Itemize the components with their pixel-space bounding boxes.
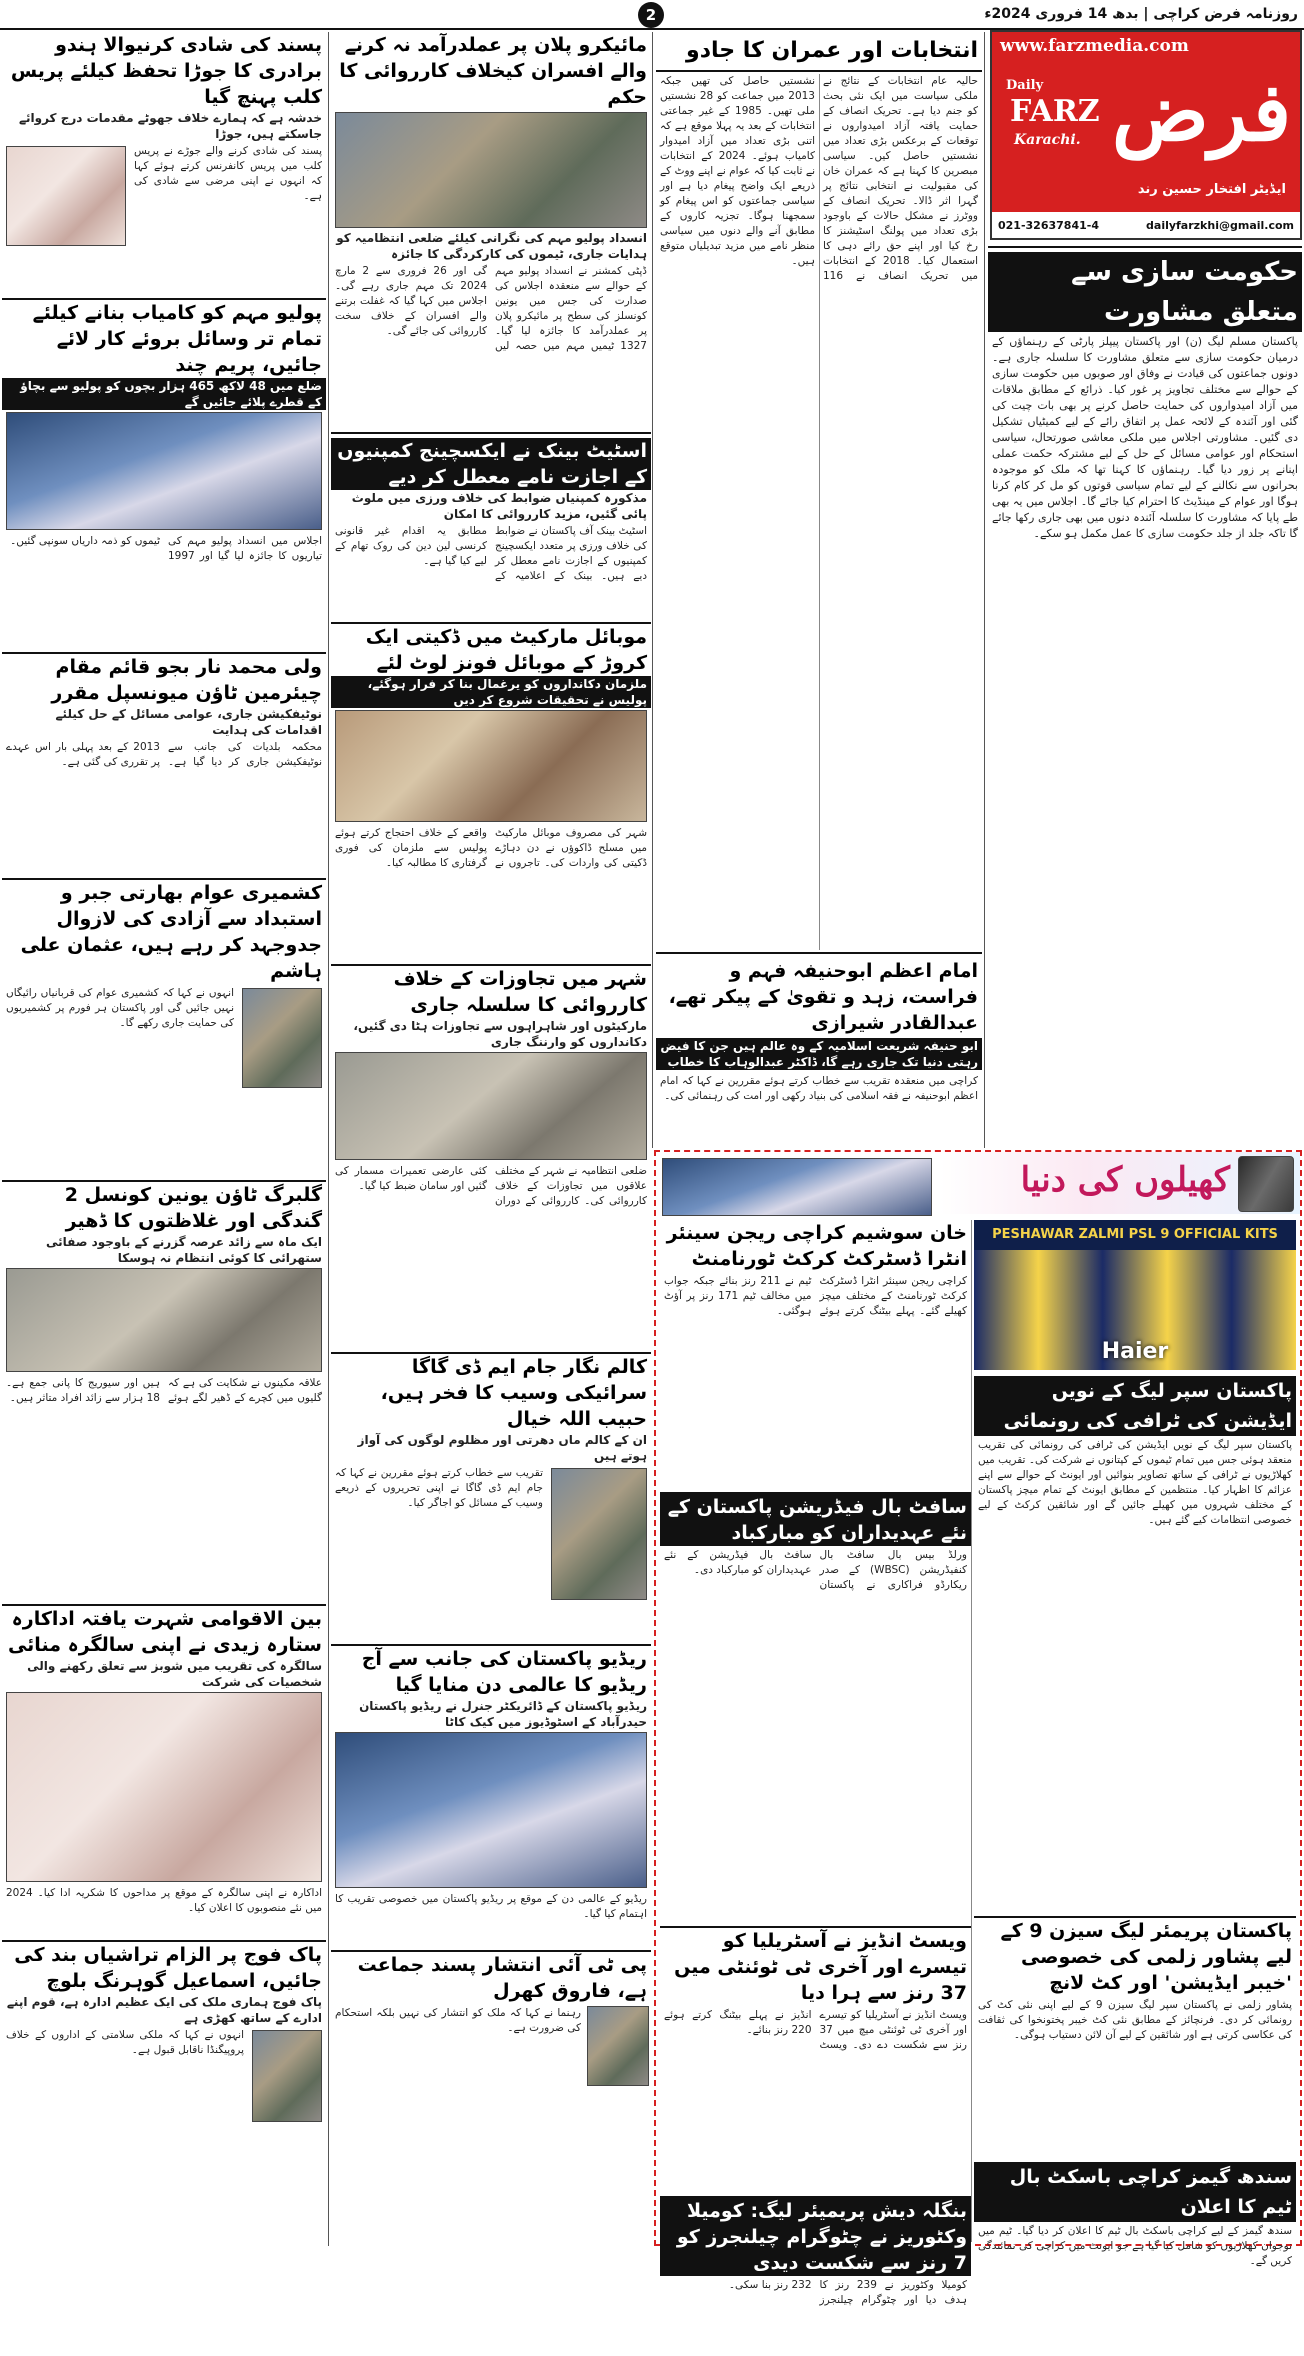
- story-headline: سافٹ بال فیڈریشن پاکستان کے نئے عہدیداران کو مبارکباد: [660, 1494, 971, 1546]
- sports-left-column: [660, 1220, 972, 2306]
- story-headline: گلبرگ ٹاؤن یونین کونسل 2 گندگی اور غلاظتوں کا ڈھیر: [64, 1184, 322, 1232]
- story-headline: پسند کی شادی کرنیوالا ہندو برادری کا جوڑا تحفظ کیلئے پریس کلب پہنچ گیا: [10, 34, 322, 108]
- photo-polio-meeting: [6, 412, 322, 530]
- story-body: اسٹیٹ بینک آف پاکستان نے ضوابط کی خلاف ورزی پر متعدد ایکسچینج کمپنیوں کے اجازت نامے معطل کر دیے ہیں۔ بینک کے اعلامیہ کے مطابق یہ اقدام غیر قانونی کرنسی لین دین کی روک تھام کے لیے کیا گیا ہے۔: [335, 525, 647, 582]
- masthead-email[interactable]: dailyfarzkhi@gmail.com: [1146, 218, 1294, 232]
- story-body: تقریب سے خطاب کرتے ہوئے مقررین نے کہا کہ جام ایم ڈی گاگا نے اپنی تحریروں کے ذریعے وسیب کے مسائل کو اجاگر کیا۔: [335, 1467, 543, 1509]
- ad-sponsor: Haier: [1101, 1339, 1169, 1364]
- story-body: ڈپٹی کمشنر نے انسداد پولیو مہم کے حوالے سے منعقدہ اجلاس کی صدارت کی جس میں یونین کونسلز کی سطح پر مائیکرو پلان پر عملدرآمد کا جائزہ لیا گیا۔ 1327 ٹیمیں مہم میں حصہ لیں گی اور 26 فروری سے 2 مارچ 2024 تک مہم جاری رہے گی۔ اجلاس میں کہا گیا کہ غفلت برتنے والے افسران کے خلاف سخت کارروائی کی جائے گی۔: [335, 265, 647, 352]
- sports-title: کھیلوں کی دنیا: [1020, 1160, 1230, 1200]
- masthead-daily: Daily: [1006, 78, 1044, 93]
- masthead-city: Karachi.: [1014, 132, 1081, 148]
- story-subheadline: نوٹیفکیشن جاری، عوامی مسائل کے حل کیلئے اقدامات کی ہدایت: [55, 707, 322, 737]
- story-body: اجلاس میں انسداد پولیو مہم کی تیاریوں کا جائزہ لیا گیا اور 1997 ٹیموں کو ذمہ داریاں سونپی گئیں۔: [10, 535, 322, 562]
- column-divider: [652, 32, 653, 1148]
- photo-birthday: [6, 1692, 322, 1882]
- photo-cricket-teams: [662, 1158, 932, 1216]
- page-number: 2: [638, 2, 664, 28]
- story-headline: ویسٹ انڈیز نے آسٹریلیا کو تیسرے اور آخری ٹی ٹوئنٹی میں 37 رنز سے ہرا دیا: [674, 1930, 967, 2004]
- story-subheadline: ابو حنیفہ شریعت اسلامیہ کے وہ عالم ہیں جن کا فیض رہتی دنیا تک جاری رہے گا، ڈاکٹر عبدالوہاب کا خطاب: [656, 1038, 982, 1070]
- column-5: [988, 246, 1302, 1148]
- story-block: [331, 1464, 651, 1644]
- story-subheadline: پاک فوج ہماری ملک کی ایک عظیم ادارہ ہے، قوم اپنے ادارے کے ساتھ کھڑی ہے: [6, 1995, 322, 2025]
- story-headline: پاکستان پریمئر لیگ سیزن 9 کے لیے پشاور زلمی کی خصوصی 'خیبر ایڈیشن' اور کٹ لانچ: [1000, 1920, 1292, 1994]
- story-headline: شہر میں تجاوزات کے خلاف کارروائی کا سلسلہ جاری: [393, 968, 647, 1016]
- photo-couple: [6, 146, 126, 246]
- story-headline: کالم نگار جام ایم ڈی گاگا سرائیکی وسیب کا فخر ہیں، حبیب اللہ خیال: [380, 1356, 647, 1430]
- story-subheadline: ضلع میں 48 لاکھ 465 ہزار بچوں کو پولیو سے بچاؤ کے قطرے پلائے جائیں گے: [2, 378, 326, 410]
- photo-sports-editor: [1238, 1156, 1294, 1212]
- story-subheadline: ایک ماہ سے زائد عرصہ گزرنے کے باوجود صفائی ستھرائی کا کوئی انتظام نہ ہوسکا: [46, 1235, 322, 1265]
- column-1: [2, 32, 326, 2244]
- story-subheadline: انسداد پولیو مہم کی نگرانی کیلئے ضلعی انتظامیہ کو ہدایات جاری، ٹیموں کی کارکردگی کا جائزہ: [336, 231, 647, 261]
- story-headline: ریڈیو پاکستان کی جانب سے آج ریڈیو کا عالمی دن منایا گیا: [361, 1648, 647, 1696]
- story-headline: امام اعظم ابوحنیفہ فہم و فراست، زہد و تقویٰ کے پیکر تھے، عبدالقادر شیرازی: [668, 960, 978, 1034]
- column-3: [331, 32, 651, 2244]
- photo-meeting: [335, 112, 647, 228]
- photo-columnist: [551, 1468, 647, 1600]
- story-headline: مائیکرو پلان پر عملدرآمد نہ کرنے والے افسران کیخلاف کارروائی کا حکم: [339, 34, 647, 108]
- story-headline: پاکستان سپر لیگ کے نویں ایڈیشن کی ٹرافی کی رونمائی: [974, 1376, 1296, 1436]
- story-body: ویسٹ انڈیز نے آسٹریلیا کو تیسرے اور آخری ٹی ٹوئنٹی میچ میں 37 رنز سے شکست دے دی۔ ویسٹ انڈیز نے پہلے بیٹنگ کرتے ہوئے 220 رنز بنائے۔: [664, 2009, 967, 2051]
- story-headline: بنگلہ دیش پریمیئر لیگ: کومیلا وکٹوریز نے چٹوگرام چیلنجرز کو 7 رنز سے شکست دیدی: [660, 2198, 971, 2276]
- story-body: کومیلا وکٹوریز نے 239 رنز کا ہدف دیا اور چٹوگرام چیلنجرز 232 رنز بنا سکی۔: [728, 2279, 967, 2306]
- story-subheadline: ان کے کالم ماں دھرتی اور مظلوم لوگوں کی آواز ہوتے ہیں: [357, 1433, 647, 1463]
- top-bar: [0, 0, 1304, 28]
- story-headline: پی ٹی آئی انتشار پسند جماعت ہے، فاروق کھرل: [357, 1954, 647, 2002]
- column-4: [656, 32, 982, 1148]
- masthead-logo: فرض: [1112, 65, 1292, 159]
- rule: [988, 246, 1302, 248]
- masthead-website[interactable]: www.farzmedia.com: [1000, 36, 1189, 56]
- masthead-footer: [992, 212, 1300, 238]
- story-body: انہوں نے کہا کہ ملکی سلامتی کے اداروں کے خلاف پروپیگنڈا ناقابل قبول ہے۔: [6, 2029, 244, 2056]
- masthead-editor: ایڈیٹر افتخار حسین رند: [1137, 182, 1286, 197]
- dateline: روزنامہ فرض کراچی | بدھ 14 فروری 2024ء: [984, 6, 1298, 22]
- photo-speaker: [242, 988, 322, 1088]
- story-body: ضلعی انتظامیہ نے شہر کے مختلف علاقوں میں تجاوزات کے خلاف کارروائی کی۔ کارروائی کے دوران کئی عارضی تعمیرات مسمار کی گئیں اور سامان ضبط کیا گیا۔: [335, 1165, 647, 1207]
- story-subheadline: ریڈیو پاکستان کے ڈائریکٹر جنرل نے ریڈیو پاکستان حیدرآباد کے اسٹوڈیوز میں کیک کاٹا: [359, 1699, 647, 1729]
- story-headline: خان سوشیم کراچی ریجن سینئر انٹرا ڈسٹرکٹ کرکٹ ٹورنامنٹ: [666, 1222, 967, 1270]
- story-block: [2, 142, 326, 298]
- story-body: ورلڈ بیس بال سافٹ بال کنفیڈریشن (WBSC) کے صدر ریکارڈو فراکاری نے پاکستان سافٹ بال فیڈریشن کے نئے عہدیداران کو مبارکباد دی۔: [664, 1549, 968, 1591]
- story-body: پسند کی شادی کرنے والے جوڑے نے پریس کلب میں پریس کانفرنس کرتے ہوئے کہا کہ انہوں نے اپنی مرضی سے شادی کی ہے۔: [134, 145, 322, 202]
- story-subheadline: مارکیٹوں اور شاہراہوں سے تجاوزات ہٹا دی گئیں، دکانداروں کو وارننگ جاری: [353, 1019, 647, 1049]
- story-headline: کشمیری عوام بھارتی جبر و استبداد سے آزادی کی لازوال جدوجہد کر رہے ہیں، عثمان علی ہاشم: [20, 882, 322, 982]
- photo-radio-day: [335, 1732, 647, 1888]
- story-body: کراچی میں منعقدہ تقریب سے خطاب کرتے ہوئے مقررین نے کہا کہ امام اعظم ابوحنیفہ نے فقہ اسلامی کی بنیاد رکھی اور امت کی رہنمائی کی۔: [660, 1075, 978, 1102]
- column-divider: [984, 32, 985, 1148]
- sports-right-column: [974, 1220, 1296, 2267]
- story-body: اداکارہ نے اپنی سالگرہ کے موقع پر مداحوں کا شکریہ ادا کیا۔ 2024 میں نئے منصوبوں کا اعلان کیا۔: [6, 1887, 322, 1914]
- story-headline: بین الاقوامی شہرت یافتہ اداکارہ ستارہ زیدی نے اپنی سالگرہ منائی: [7, 1608, 322, 1656]
- story-subheadline: مذکورہ کمپنیاں ضوابط کی خلاف ورزی میں ملوث پائی گئیں، مزید کارروائی کا امکان: [351, 491, 647, 521]
- story-body: محکمہ بلدیات کی جانب سے نوٹیفکیشن جاری کر دیا گیا ہے۔ 2013 کے بعد پہلی بار اس عہدے پر تقرری کی گئی ہے۔: [6, 741, 322, 768]
- story-body: انہوں نے کہا کہ کشمیری عوام کی قربانیاں رائیگاں نہیں جائیں گی اور پاکستان ہر فورم پر کشمیریوں کی حمایت جاری رکھے گا۔: [6, 987, 234, 1029]
- masthead-phone: 021-32637841-4: [998, 218, 1099, 232]
- masthead-name: FARZ: [1010, 94, 1100, 129]
- story-subheadline: ملزمان دکانداروں کو یرغمال بنا کر فرار ہوگئے، پولیس نے تحقیقات شروع کر دیں: [331, 676, 651, 708]
- photo-garbage: [6, 1268, 322, 1372]
- story-headline: پاک فوج پر الزام تراشیاں بند کی جائیں، اسماعیل گوہرنگ بلوچ: [14, 1944, 322, 1992]
- rule: [331, 432, 651, 434]
- story-body: پاکستان سپر لیگ کے نویں ایڈیشن کی ٹرافی کی رونمائی کی تقریب منعقد ہوئی جس میں تمام ٹیموں کے کپتانوں نے شرکت کی۔ تقریب میں کھلاڑیوں نے ٹرافی کے ساتھ تصاویر بنوائیں اور ایونٹ کے حوالے سے اپنے عزائم کا اظہار کیا۔ منتظمین کے مطابق ایونٹ کے تمام میچز پاکستان کے مختلف شہروں میں کھیلے جائیں گے اور شائقین کرکٹ کے لیے خصوصی انتظامات کیے گئے ہیں۔: [978, 1439, 1292, 1526]
- story-block: [2, 2026, 326, 2146]
- story-block: [331, 2004, 651, 2090]
- column-headline: انتخابات اور عمران کا جادو: [656, 32, 982, 72]
- column-body: حالیہ عام انتخابات کے نتائج نے ملکی سیاست میں ایک نئی بحث کو جنم دیا ہے۔ تحریک انصاف کے حمایت یافتہ آزاد امیدواروں نے توقعات کے برعکس بڑی تعداد میں نشستیں حاصل کیں۔ سیاسی مبصرین کا کہنا ہے کہ عمران خان کی مقبولیت نے انتخابی نتائج پر گہرا اثر ڈالا۔ تحریک انصاف کے ووٹرز نے مشکل حالات کے باوجود بڑی تعداد میں پولنگ اسٹیشنز کا رخ کیا اور اپنے حق رائے دہی کا استعمال کیا۔ 2018 کے انتخابات میں تحریک انصاف نے 116 نشستیں حاصل کی تھیں جبکہ 2013 میں جماعت کو 28 نشستیں ملی تھیں۔ 1985 کے غیر جماعتی انتخابات کے بعد یہ پہلا موقع ہے کہ اتنی بڑی تعداد میں آزاد امیدوار کامیاب ہوئے۔ 2024 کے انتخابات نے ثابت کیا کہ عوام نے اپنے ووٹ کے ذریعے ایک واضح پیغام دیا ہے اور سیاسی جماعتوں کو اس پیغام کو سمجھنا ہوگا۔ تجزیہ کاروں کے مطابق آنے والے دنوں میں سیاسی منظر نامے میں مزید تبدیلیاں متوقع ہیں۔: [660, 75, 978, 282]
- photo-speaker: [252, 2030, 322, 2122]
- photo-speaker: [587, 2006, 649, 2086]
- lead-story-body: پاکستان مسلم لیگ (ن) اور پاکستان پیپلز پارٹی کے رہنماؤں کے درمیان حکومت سازی سے متعلق مشاورت کا سلسلہ جاری ہے۔ دونوں جماعتوں کی قیادت نے وفاق اور صوبوں میں حکومت سازی کے حوالے سے مختلف تجاویز پر غور کیا۔ ذرائع کے مطابق ملاقات میں آزاد امیدواروں کی حمایت حاصل کرنے پر بھی بات چیت کی گئی اور آئندہ کے لائحہ عمل پر اتفاق رائے کے لیے کمیٹیاں تشکیل دی گئیں۔ مشاورتی اجلاس میں ملکی معاشی صورتحال، سیاسی استحکام اور عوامی مسائل کے حل کے لیے مشترکہ حکمت عملی اپنانے پر زور دیا گیا۔ رہنماؤں کا کہنا تھا کہ ملک کو موجودہ بحرانوں سے نکالنے کے لیے تمام سیاسی قوتوں کو مل کر کام کرنا ہوگا اور عوام کے مینڈیٹ کا احترام کیا جائے گا۔ اجلاس میں یہ بھی طے پایا کہ مشاورت کا سلسلہ آئندہ دنوں میں بھی جاری رکھا جائے گا تاکہ جلد از جلد حکومت سازی کا عمل مکمل ہو سکے۔: [992, 335, 1298, 540]
- photo-encroachment: [335, 1052, 647, 1160]
- masthead: [990, 30, 1302, 240]
- story-body: پشاور زلمی نے پاکستان سپر لیگ سیزن 9 کے لیے اپنی نئی کٹ کی رونمائی کر دی۔ فرنچائز کے مطابق نئی کٹ خیبر پختونخوا کی ثقافت کی عکاسی کرتی ہے اور شائقین کے لیے آن لائن دستیاب ہوگی۔: [978, 1999, 1292, 2041]
- sports-section: [654, 1150, 1302, 2306]
- story-body: شہر کی مصروف موبائل مارکیٹ میں مسلح ڈاکوؤں نے دن دہاڑے ڈکیتی کی واردات کی۔ تاجروں نے واقعے کے خلاف احتجاج کرتے ہوئے پولیس سے ملزمان کی فوری گرفتاری کا مطالبہ کیا۔: [335, 827, 647, 869]
- story-body: سندھ گیمز کے لیے کراچی باسکٹ بال ٹیم کا اعلان کر دیا گیا۔ ٹیم میں نوجوان کھلاڑیوں کو شامل کیا گیا ہے جو ایونٹ میں کراچی کی نمائندگی کریں گے۔: [978, 2225, 1292, 2267]
- story-subheadline: خدشہ ہے کہ ہمارے خلاف جھوٹے مقدمات درج کروائے جاسکتے ہیں، جوڑا: [18, 111, 322, 141]
- story-body: علاقہ مکینوں نے شکایت کی ہے کہ گلیوں میں کچرے کے ڈھیر لگے ہوئے ہیں اور سیوریج کا پانی جمع ہے۔ 18 ہزار سے زائد افراد متاثر ہیں۔: [6, 1377, 322, 1404]
- story-headline: موبائل مارکیٹ میں ڈکیتی ایک کروڑ کے موبائل فونز لوٹ لئے: [365, 626, 647, 674]
- story-headline: ولی محمد نار بجو قائم مقام چیئرمین ٹاؤن میونسپل مقرر: [51, 656, 322, 704]
- story-headline: اسٹیٹ بینک نے ایکسچینج کمپنیوں کے اجازت نامے معطل کر دیے: [331, 438, 651, 490]
- column-divider: [328, 32, 329, 2246]
- ad-kits: [974, 1250, 1296, 1370]
- sports-banner: [940, 1152, 1300, 1214]
- story-subheadline: سالگرہ کی تقریب میں شوبز سے تعلق رکھنے والی شخصیات کی شرکت: [27, 1659, 322, 1689]
- story-block: [2, 984, 326, 1180]
- story-headline: سندھ گیمز کراچی باسکٹ بال ٹیم کا اعلان: [974, 2162, 1296, 2222]
- lead-headline: حکومت سازی سے متعلق مشاورت: [988, 252, 1302, 332]
- story-body: کراچی ریجن سینئر انٹرا ڈسٹرکٹ کرکٹ ٹورنامنٹ کے مختلف میچز کھیلے گئے۔ پہلے بیٹنگ کرتے ہوئے ٹیم نے 211 رنز بنائے جبکہ جواب میں مخالف ٹیم 171 رنز پر آؤٹ ہوگئی۔: [664, 1275, 967, 1317]
- story-body: ریڈیو کے عالمی دن کے موقع پر ریڈیو پاکستان میں خصوصی تقریب کا اہتمام کیا گیا۔: [335, 1893, 647, 1920]
- ad-banner-title: PESHAWAR ZALMI PSL 9 OFFICIAL KITS: [974, 1220, 1296, 1250]
- photo-market: [335, 710, 647, 822]
- story-headline: پولیو مہم کو کامیاب بنانے کیلئے تمام تر وسائل بروئے کار لائے جائیں، پریم چند: [32, 302, 322, 376]
- story-body: رہنما نے کہا کہ ملک کو انتشار کی نہیں بلکہ استحکام کی ضرورت ہے۔: [335, 2007, 581, 2034]
